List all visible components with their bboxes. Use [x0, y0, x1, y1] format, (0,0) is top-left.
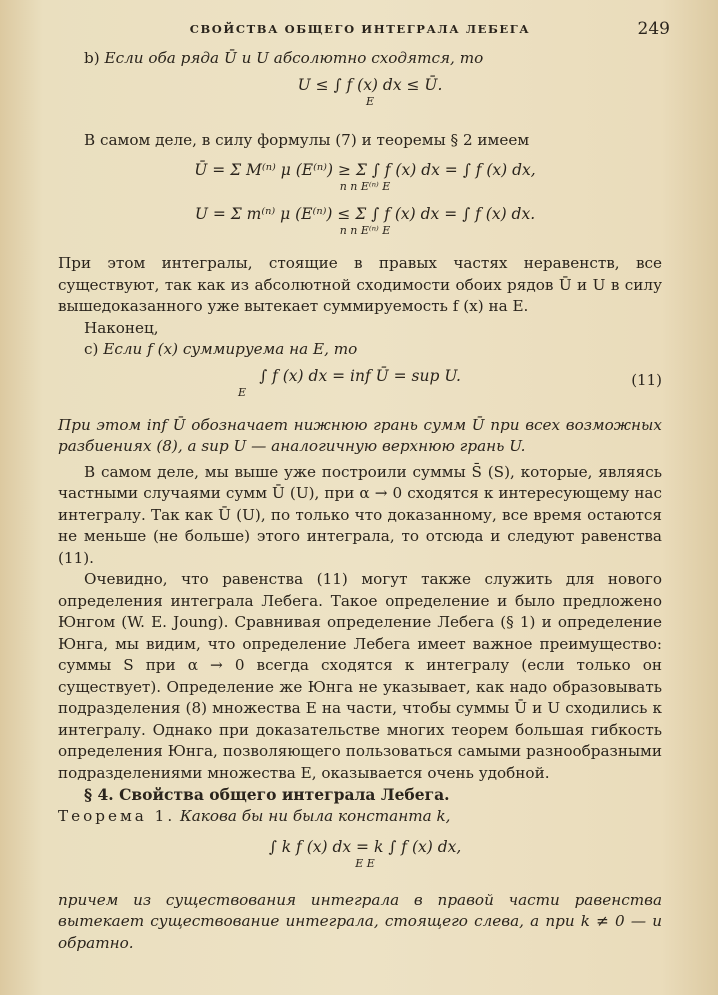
item-b-text: Если оба ряда Ū и U абсолютно сходятся, то — [104, 49, 484, 67]
formula-upper-main: Ū = Σ M⁽ⁿ⁾ μ (E⁽ⁿ⁾) ≥ Σ ∫ f (x) dx = ∫ f (x) dx, — [194, 161, 536, 179]
formula-lower-main: U = Σ m⁽ⁿ⁾ μ (E⁽ⁿ⁾) ≤ Σ ∫ f (x) dx = ∫ f (x) dx. — [194, 205, 536, 223]
formula-upper-sub: n n E⁽ⁿ⁾ E — [339, 180, 391, 193]
paragraph-3: Наконец, — [84, 318, 159, 337]
paragraph-5: В самом деле, мы выше уже построили суммы S̄ (S), которые, являясь частными случаями сумм Ū (U), при α → 0 сходятся к интересующему нас интегралу. Так как Ū (U), по только что доказанному, все время остаются не меньше (не больше) этого интеграла, то отсюда и следуют равенства (11). — [58, 462, 662, 567]
paragraph-6: Очевидно, что равенства (11) могут также служить для нового определения интеграла Лебега. Такое определение и было предложено Юнгом (W. E. Joung). Сравнивая определение Лебега (§ 1) и определение Юнга, мы видим, что определение Лебега имеет важное преимущество: суммы S при α → 0 всегда сходятся к интегралу (если только он существует). Определение же Юнга не указывает, как надо образовывать подразделения (8) множества E на части, чтобы суммы Ū и U сходились к интегралу. Однако при доказательстве многих теорем большая гибкость определения Юнга, позволяющего пользоваться самыми разнообразными подразделениями множества E, оказывается очень удобной. — [58, 570, 662, 782]
section-title: § 4. Свойства общего интеграла Лебега. — [84, 785, 450, 804]
item-c-text: Если f (x) суммируема на E, то — [103, 340, 358, 358]
item-c — [58, 339, 662, 361]
running-header — [58, 19, 670, 48]
formula-c-main: ∫ f (x) dx = inf Ū = sup U. — [259, 366, 461, 385]
item-c-label: c) — [84, 340, 99, 358]
item-b — [58, 48, 662, 70]
paragraph-1: В самом деле, в силу формулы (7) и теоремы § 2 имеем — [84, 130, 530, 149]
equation-number-11: (11) — [631, 370, 662, 389]
theorem-text: Какова бы ни была константа k, — [180, 807, 451, 825]
formula-theorem-main: ∫ k f (x) dx = k ∫ f (x) dx, — [268, 837, 462, 856]
formula-c-sub: E — [238, 385, 247, 399]
formula-lower-sum — [58, 203, 662, 247]
formula-theorem — [58, 836, 662, 886]
theorem-tail: причем из существования интеграла в правой части равенства вытекает существование интеграла, стоящего слева, а при k ≠ 0 — и обратно. — [58, 890, 662, 952]
formula-c — [58, 365, 662, 411]
paragraph-4: При этом inf Ū обозначает нижнюю грань сумм Ū при всех возможных разбиениях (8), а sup U — аналогичную верхнюю грань U. — [58, 415, 662, 455]
formula-b — [58, 74, 662, 126]
formula-theorem-sub: E E — [355, 856, 375, 870]
formula-lower-sub: n n E⁽ⁿ⁾ E — [339, 224, 391, 237]
running-title: СВОЙСТВА ОБЩЕГО ИНТЕГРАЛА ЛЕБЕГА — [189, 22, 531, 36]
formula-b-sub: E — [365, 94, 375, 108]
page-number: 249 — [637, 19, 670, 39]
theorem-head: Теорема 1. — [58, 807, 176, 825]
paragraph-2: При этом интегралы, стоящие в правых частях неравенств, все существуют, так как из абсолютной сходимости обоих рядов Ū и U в силу вышедоказанного уже вытекает суммируемость f (x) на E. — [58, 254, 662, 315]
formula-b-main: U ≤ ∫ f (x) dx ≤ Ū. — [297, 75, 443, 94]
formula-upper-sum — [58, 159, 662, 199]
item-b-label: b) — [84, 49, 100, 67]
theorem-1 — [58, 806, 662, 828]
